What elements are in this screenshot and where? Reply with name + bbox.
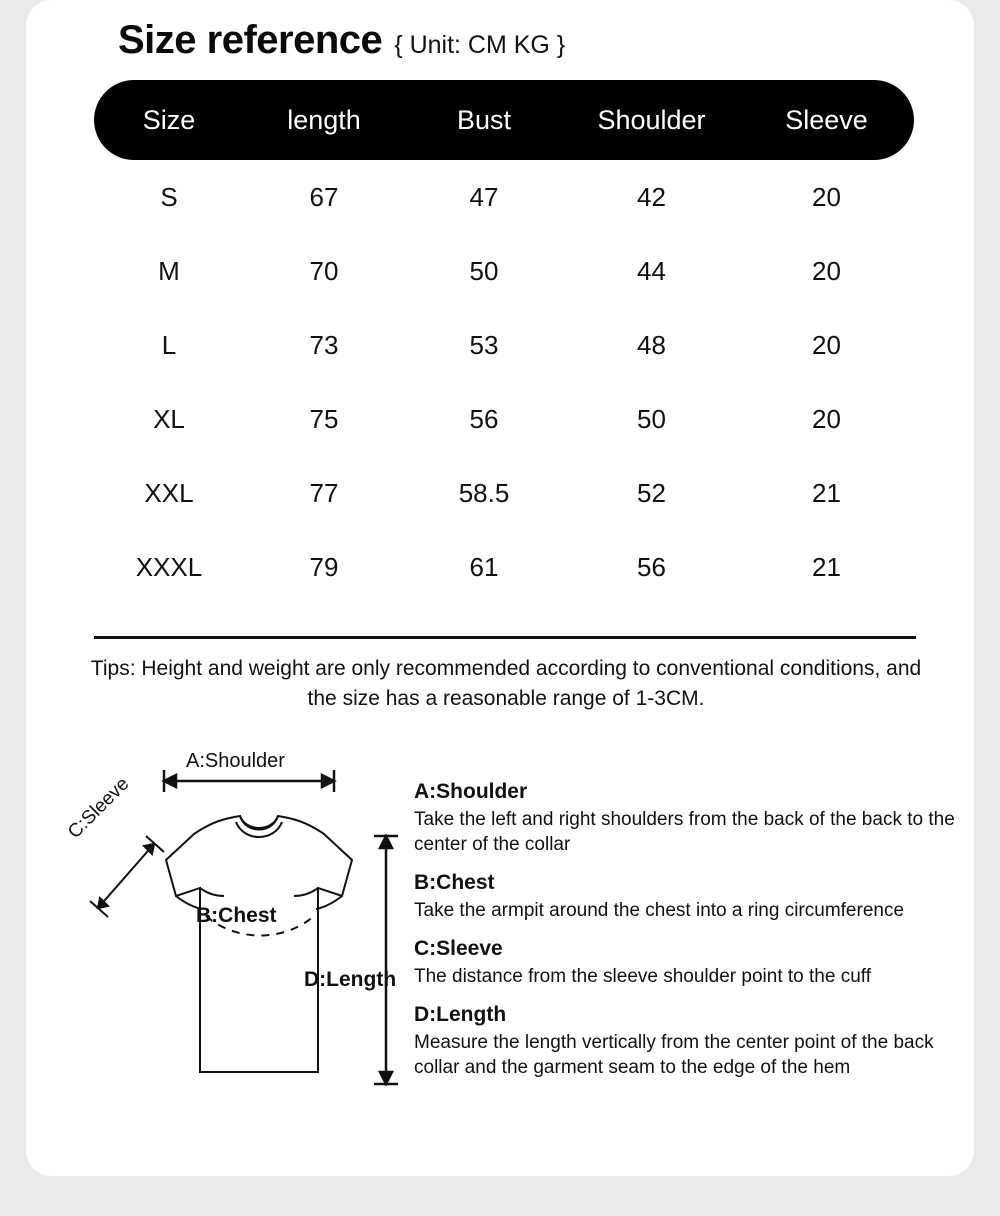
table-header-bust: Bust bbox=[456, 104, 512, 135]
divider bbox=[94, 636, 916, 639]
cell-sleeve: 20 bbox=[812, 255, 841, 286]
table-row bbox=[94, 382, 914, 456]
tips-text: Tips: Height and weight are only recommended according to conventional conditions, and the size has a reasonable range of 1-3CM. bbox=[90, 657, 922, 710]
cell-bust: 56 bbox=[469, 403, 499, 434]
cell-size: M bbox=[158, 255, 180, 286]
page-title bbox=[118, 18, 565, 63]
cell-sleeve: 20 bbox=[812, 181, 841, 212]
page-title-main: Size reference bbox=[118, 18, 383, 62]
size-chart-card bbox=[26, 0, 974, 1176]
cell-sleeve: 20 bbox=[812, 329, 841, 360]
diagram-label-sleeve: C:Sleeve bbox=[64, 773, 134, 843]
cell-length: 73 bbox=[309, 329, 339, 360]
cell-bust: 50 bbox=[469, 255, 499, 286]
measurement-definitions bbox=[414, 780, 974, 1080]
size-table bbox=[94, 80, 914, 604]
diagram-label-shoulder: A:Shoulder bbox=[186, 750, 285, 772]
table-row bbox=[94, 530, 914, 604]
cell-size: S bbox=[160, 181, 178, 212]
cell-length: 75 bbox=[309, 403, 339, 434]
definition-term-chest: B:Chest bbox=[414, 871, 495, 894]
cell-bust: 61 bbox=[469, 551, 499, 582]
cell-sleeve: 21 bbox=[812, 551, 841, 582]
cell-size: XL bbox=[153, 403, 185, 434]
cell-shoulder: 42 bbox=[637, 181, 666, 212]
diagram-label-length: D:Length bbox=[304, 968, 397, 991]
table-row bbox=[94, 308, 914, 382]
definition-text-shoulder: Take the left and right shoulders from the back of the back to the center of the collar bbox=[414, 809, 955, 855]
definition-term-shoulder: A:Shoulder bbox=[414, 780, 528, 803]
cell-sleeve: 20 bbox=[812, 403, 841, 434]
definition-text-sleeve: The distance from the sleeve shoulder point to the cuff bbox=[414, 966, 871, 987]
cell-shoulder: 52 bbox=[637, 477, 666, 508]
cell-sleeve: 21 bbox=[812, 477, 841, 508]
table-header-sleeve: Sleeve bbox=[785, 104, 868, 135]
table-header-length: length bbox=[287, 104, 361, 135]
cell-length: 70 bbox=[309, 255, 339, 286]
table-header-shoulder: Shoulder bbox=[597, 104, 706, 135]
cell-length: 79 bbox=[309, 551, 339, 582]
table-header-row bbox=[94, 80, 914, 160]
cell-length: 77 bbox=[309, 477, 339, 508]
definition-text-chest: Take the armpit around the chest into a ring circumference bbox=[414, 900, 905, 921]
cell-shoulder: 50 bbox=[637, 403, 666, 434]
cell-shoulder: 44 bbox=[637, 255, 666, 286]
definition-term-length: D:Length bbox=[414, 1003, 507, 1026]
cell-bust: 47 bbox=[469, 181, 499, 212]
table-row bbox=[94, 456, 914, 530]
cell-length: 67 bbox=[309, 181, 339, 212]
definition-text-length: Measure the length vertically from the center point of the back collar and the garment seam to the edge of the hem bbox=[414, 1032, 934, 1078]
cell-bust: 53 bbox=[469, 329, 499, 360]
cell-size: L bbox=[161, 329, 177, 360]
page-title-unit: { Unit: CM KG } bbox=[394, 31, 566, 59]
cell-bust: 58.5 bbox=[458, 477, 510, 508]
definition-term-sleeve: C:Sleeve bbox=[414, 937, 503, 960]
diagram-label-chest: B:Chest bbox=[196, 904, 277, 927]
cell-size: XXXL bbox=[135, 551, 203, 582]
table-row bbox=[94, 234, 914, 308]
cell-size: XXL bbox=[144, 477, 194, 508]
cell-shoulder: 48 bbox=[637, 329, 666, 360]
table-header-size: Size bbox=[142, 104, 196, 135]
measurement-diagram bbox=[56, 736, 446, 1116]
cell-shoulder: 56 bbox=[637, 551, 666, 582]
table-row bbox=[94, 160, 914, 234]
